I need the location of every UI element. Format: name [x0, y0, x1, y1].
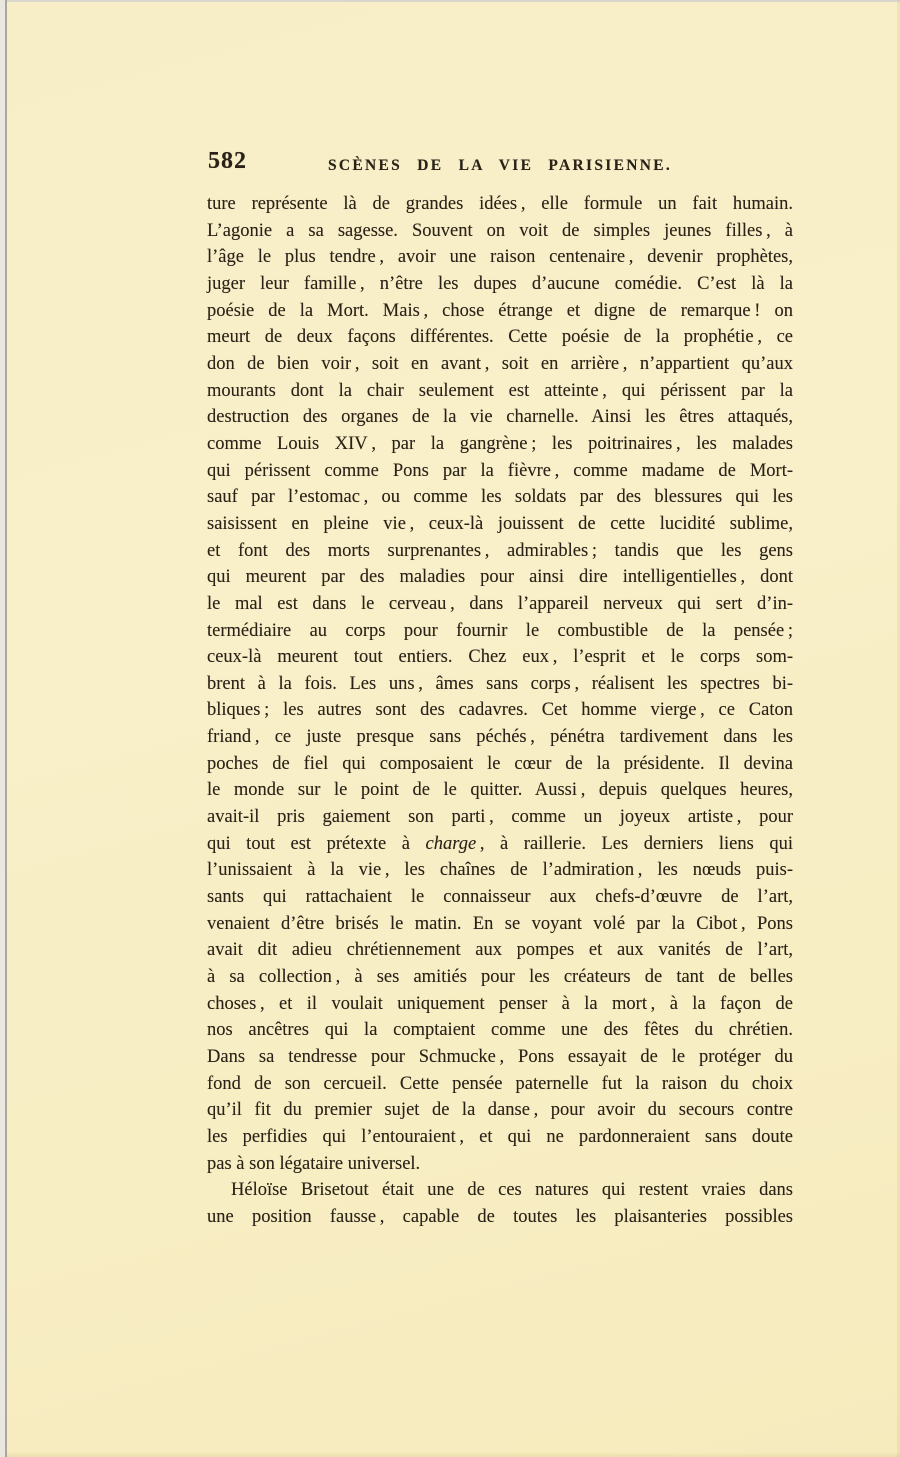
text-line: qui tout est prétexte à charge , à raillerie. Les derniers liens qui — [207, 833, 793, 854]
text-line: poches de fiel qui composaient le cœur de la présidente. Il devina — [207, 753, 793, 774]
text-line: une position fausse , capable de toutes les plaisanteries possibles — [207, 1206, 793, 1227]
text-line: friand , ce juste presque sans péchés , pénétra tardivement dans les — [207, 727, 793, 748]
page-number: 582 — [208, 148, 247, 174]
text-line: le mal est dans le cerveau , dans l’appareil nerveux qui sert d’in- — [207, 593, 793, 614]
text-line: brent à la fois. Les uns , âmes sans corps , réalisent les spectres bi- — [207, 673, 793, 694]
text-line: termédiaire au corps pour fournir le combustible de la pensée ; — [207, 620, 793, 641]
text-line: les perfidies qui l’entouraient , et qui ne pardonneraient sans doute — [207, 1126, 793, 1147]
italic-text: charge — [425, 833, 477, 854]
text-line: à sa collection , à ses amitiés pour les créateurs de tant de belles — [207, 967, 793, 988]
scan-left-edge — [0, 0, 7, 1457]
text-line: Héloïse Brisetout était une de ces natures qui restent vraies dans — [231, 1180, 793, 1201]
text-line: mourants dont la chair seulement est atteinte , qui périssent par la — [207, 380, 793, 401]
text-line: le monde sur le point de le quitter. Aussi , depuis quelques heures, — [207, 780, 793, 801]
text-line: meurt de deux façons différentes. Cette poésie de la prophétie , ce — [207, 327, 793, 348]
running-header-title: SCÈNES DE LA VIE PARISIENNE. — [327, 157, 673, 174]
text-line: l’unissaient à la vie , les chaînes de l’admiration , les nœuds puis- — [207, 860, 793, 881]
text-line: qui périssent comme Pons par la fièvre , comme madame de Mort- — [207, 460, 793, 481]
text-line: bliques ; les autres sont des cadavres. Cet homme vierge , ce Caton — [207, 700, 793, 721]
text-line: ture représente là de grandes idées , elle formule un fait humain. — [207, 194, 793, 214]
text-line: avait dit adieu chrétiennement aux pompes et aux vanités de l’art, — [207, 940, 793, 961]
text-line: l’âge le plus tendre , avoir une raison centenaire , devenir prophètes, — [207, 247, 793, 268]
scan-top-edge — [0, 0, 900, 2]
text-line: don de bien voir , soit en avant , soit en arrière , n’appartient qu’aux — [207, 353, 793, 374]
text-line: qu’il fit du premier sujet de la danse , pour avoir du secours contre — [207, 1100, 793, 1121]
text-line: avait-il pris gaiement son parti , comme un joyeux artiste , pour — [207, 807, 793, 828]
text-line: juger leur famille , n’être les dupes d’aucune comédie. C’est là la — [207, 273, 793, 294]
text-line: sants qui rattachaient le connaisseur aux chefs-d’œuvre de l’art, — [207, 887, 793, 908]
text-line: fond de son cercueil. Cette pensée paternelle fut la raison du choix — [207, 1073, 793, 1094]
text-line: pas à son légataire universel. — [207, 1153, 421, 1174]
text-line: sauf par l’estomac , ou comme les soldats par des blessures qui les — [207, 487, 793, 508]
text-line: et font des morts surprenantes , admirables ; tandis que les gens — [207, 540, 793, 561]
text-line: nos ancêtres qui la comptaient comme une des fêtes du chrétien. — [207, 1020, 793, 1041]
text-line: poésie de la Mort. Mais , chose étrange et digne de remarque ! on — [207, 300, 793, 321]
text-line: comme Louis XIV , par la gangrène ; les poitrinaires , les malades — [207, 433, 793, 454]
text-line: venaient d’être brisés le matin. En se voyant volé par la Cibot , Pons — [207, 913, 793, 934]
text-line: choses , et il voulait uniquement penser à la mort , à la façon de — [207, 993, 793, 1014]
text-line: saisissent en pleine vie , ceux-là jouissent de cette lucidité sublime, — [207, 513, 793, 534]
text-line: qui meurent par des maladies pour ainsi dire intelligentielles , dont — [207, 567, 793, 588]
scan-bottom-edge — [0, 1453, 900, 1457]
text-line: ceux-là meurent tout entiers. Chez eux , l’esprit et le corps som- — [207, 647, 793, 668]
text-line: destruction des organes de la vie charnelle. Ainsi les êtres attaqués, — [207, 407, 793, 428]
text-line: Dans sa tendresse pour Schmucke , Pons essayait de le protéger du — [207, 1047, 793, 1067]
body-text — [207, 191, 793, 1231]
text-line: L’agonie a sa sagesse. Souvent on voit de simples jeunes filles , à — [207, 220, 793, 241]
